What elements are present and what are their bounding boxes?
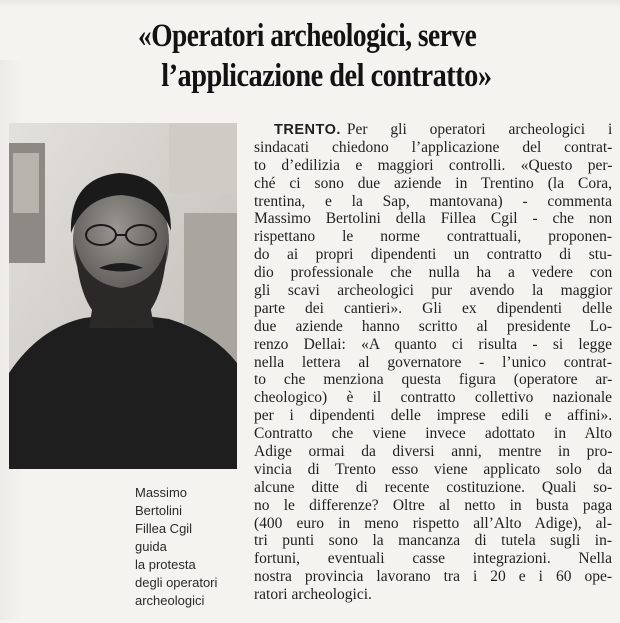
article-line: fortuni, eventuali casse integrazioni. Nella — [254, 550, 612, 568]
article-line-text: Per gli operatori archeologici i — [346, 121, 613, 138]
article-line: gli scavi archeologici pur avendo la maggior — [254, 282, 613, 300]
caption-line: Fillea Cgil — [135, 521, 193, 536]
headline-line-2: l’applicazione del contratto» — [161, 58, 492, 94]
article-line: Massimo Bertolini della Fillea Cgil - che non — [254, 210, 613, 228]
caption-line: archeologici — [135, 593, 205, 608]
article-line: dio professionale che nulla ha a vedere con — [254, 264, 613, 282]
article-line: alcune ditte di recente costituzione. Quali so- — [254, 478, 613, 496]
article-headline — [138, 16, 608, 96]
article-line: ché ci sono due aziende in Trentino (la Cora, — [254, 174, 612, 192]
article-body — [254, 121, 612, 604]
article-line: Contratto che viene invece adottato in Alto — [254, 425, 613, 443]
article-line: to d’edilizia e maggiori controlli. «Questo per- — [254, 156, 613, 174]
article-line — [254, 121, 612, 139]
caption-line: Massimo — [135, 485, 188, 500]
article-line: nostra provincia lavorano tra i 20 e i 60 ope- — [254, 568, 612, 586]
article-line: no le differenze? Oltre al netto in busta paga — [254, 496, 613, 514]
caption-line: degli operatori — [135, 575, 218, 590]
article-line: sindacati chiedono l’applicazione del contrat- — [254, 138, 613, 156]
portrait-illustration — [9, 123, 237, 469]
photo-caption — [135, 484, 245, 610]
page-edge-shadow — [0, 0, 620, 8]
dateline: TRENTO. — [274, 122, 341, 138]
article-line: do ai propri dipendenti un contratto di stu- — [254, 246, 613, 264]
article-line: rispettano le norme contrattuali, proponen- — [254, 228, 612, 246]
article-line: nella lettera al governatore - l’unico contrat- — [254, 353, 612, 371]
caption-line: guida — [135, 539, 167, 554]
caption-line: Bertolini — [135, 503, 182, 518]
portrait-photo — [9, 123, 237, 469]
article-line: cheologico) è il contratto collettivo nazionale — [254, 389, 613, 407]
article-line: per i dipendenti delle imprese edili e affini». — [254, 407, 613, 425]
article-line: renzo Dellai: «A quanto ci risulta - si legge — [254, 335, 612, 353]
article-line: trentina, e la Sap, mantovana) - commenta — [254, 192, 612, 210]
article-line: tri punti sono la mancanza di tutela sugli in- — [254, 532, 612, 550]
article-line: ratori archeologici. — [254, 586, 372, 604]
article-line: Adige ormai da diversi anni, mentre in pro- — [254, 443, 613, 461]
article-line: due aziende hanno scritto al presidente Lo- — [254, 317, 612, 335]
headline-line-1: «Operatori archeologici, serve — [138, 18, 477, 54]
article-line: vincia di Trento esso viene applicato solo da — [254, 460, 613, 478]
article-line: parte dei cantieri». Gli ex dipendenti delle — [254, 299, 613, 317]
article-line: (400 euro in meno rispetto all’Alto Adige), al- — [254, 514, 612, 532]
caption-line: la protesta — [135, 557, 196, 572]
article-line: to che menziona questa figura (operatore ar- — [254, 371, 613, 389]
